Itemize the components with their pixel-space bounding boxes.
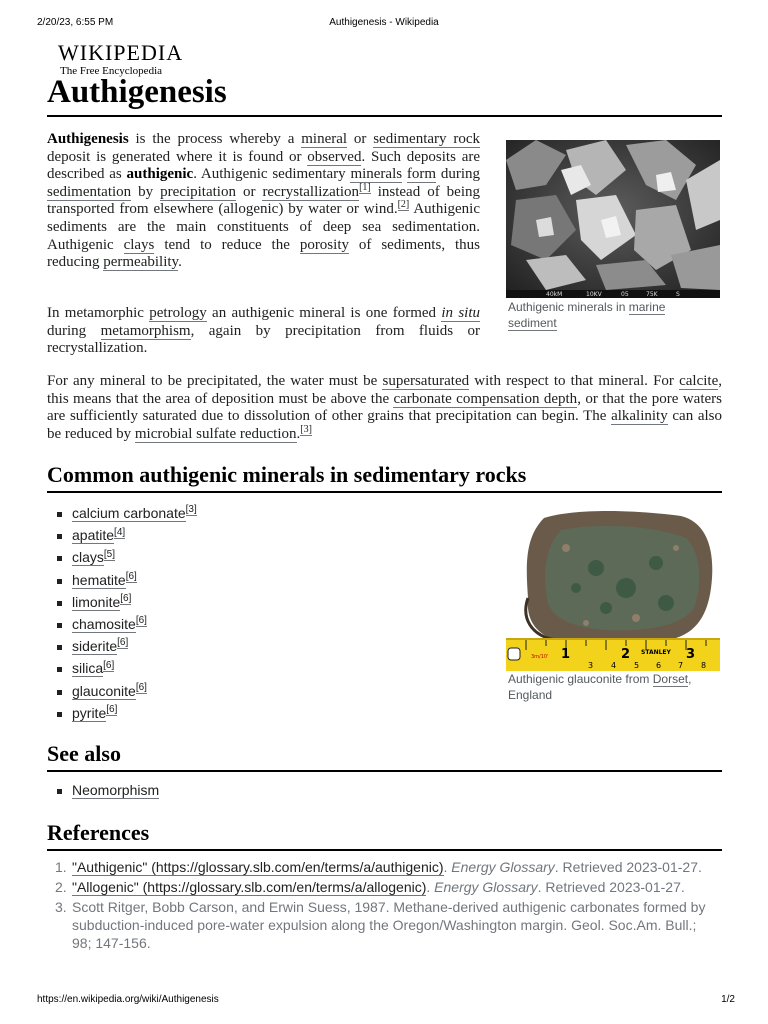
- ref-link[interactable]: [6]: [106, 704, 118, 716]
- figure-caption: Authigenic minerals in marine sediment: [508, 300, 666, 330]
- link-carbonate-compensation-depth[interactable]: carbonate compensation depth: [393, 390, 578, 407]
- print-datetime: 2/20/23, 6:55 PM: [37, 17, 114, 28]
- link-sedimentation[interactable]: sedimentation: [47, 183, 132, 200]
- link-mineral-item[interactable]: pyrite: [72, 704, 107, 721]
- ref-link[interactable]: [6]: [117, 637, 129, 649]
- ref-link[interactable]: [3]: [300, 423, 312, 435]
- section-divider: [47, 849, 722, 851]
- reference-link[interactable]: "Authigenic" (https://glossary.slb.com/en/terms/a/authigenic): [72, 859, 444, 875]
- bold-term: Authigenesis: [47, 131, 129, 147]
- section-divider: [47, 491, 722, 493]
- link-microbial-sulfate-reduction[interactable]: microbial sulfate reduction: [134, 425, 297, 442]
- link-clays[interactable]: clays: [123, 236, 155, 253]
- ruler-inch-number: 4: [611, 661, 617, 670]
- link-sedimentary-rock[interactable]: sedimentary rock: [373, 131, 480, 147]
- sem-scale-label: 05: [621, 291, 629, 298]
- list-item: [47, 680, 467, 702]
- list-item: [47, 657, 467, 679]
- reference-item: 2. "Allogenic" (https://glossary.slb.com/en/terms/a/allogenic). Energy Glossary. Retrieved 2023-01-27.: [55, 879, 685, 895]
- link-mineral[interactable]: mineral: [301, 131, 348, 147]
- print-doc-title: Authigenesis - Wikipedia: [329, 17, 439, 28]
- figure-caption: Authigenic glauconite from Dorset, England: [508, 672, 692, 702]
- list-item: [47, 524, 467, 546]
- ruler-number: 2: [621, 647, 631, 662]
- ruler-brand: STANLEY: [641, 649, 671, 656]
- print-header: [0, 17, 768, 31]
- ref-link[interactable]: [6]: [135, 615, 147, 627]
- sem-micrograph-image[interactable]: [506, 140, 720, 298]
- reference-number: 2.: [55, 879, 67, 895]
- minerals-list: [47, 502, 467, 724]
- list-item: [47, 569, 467, 591]
- section-heading-references: References: [47, 820, 150, 845]
- link-form[interactable]: form: [406, 166, 437, 183]
- ref-link[interactable]: [6]: [120, 593, 132, 605]
- link-recrystallization[interactable]: recrystallization: [262, 183, 360, 200]
- bold-term: authigenic: [126, 166, 194, 183]
- print-url: https://en.wikipedia.org/wiki/Authigenesis: [37, 994, 219, 1005]
- figure-sem-image: [506, 140, 720, 340]
- ruler-inch-number: 6: [656, 661, 662, 670]
- list-item: [47, 779, 447, 801]
- sem-scale-label: S: [676, 291, 680, 298]
- link-precipitation[interactable]: precipitation: [160, 183, 236, 200]
- link-metamorphism[interactable]: metamorphism: [100, 322, 191, 339]
- list-item: [47, 613, 467, 635]
- ref-link[interactable]: [5]: [103, 548, 116, 560]
- glauconite-photo[interactable]: [506, 508, 720, 671]
- link-calcite[interactable]: calcite: [679, 373, 719, 389]
- link-permeability[interactable]: permeability: [103, 254, 179, 271]
- list-item: [47, 502, 467, 524]
- reference-item: 1. "Authigenic" (https://glossary.slb.com/en/terms/a/authigenic). Energy Glossary. Retrieved 2023-01-27.: [55, 859, 702, 875]
- link-mineral-item[interactable]: silica: [72, 660, 104, 677]
- print-footer: [0, 994, 768, 1008]
- link-mineral-item[interactable]: glauconite: [72, 682, 136, 699]
- ruler-inch-number: 5: [634, 661, 640, 670]
- link-marine-sediment[interactable]: marine sediment: [508, 300, 666, 330]
- ref-link[interactable]: [6]: [135, 681, 147, 693]
- link-porosity[interactable]: porosity: [299, 236, 349, 253]
- reference-work: Energy Glossary: [434, 879, 538, 895]
- reference-work: Energy Glossary: [451, 859, 555, 875]
- link-in-situ[interactable]: in situ: [441, 305, 480, 321]
- section-heading-minerals: Common authigenic minerals in sedimentary rocks: [47, 462, 527, 487]
- link-supersaturated[interactable]: supersaturated: [382, 373, 470, 389]
- link-mineral-item[interactable]: calcium carbonate: [72, 505, 186, 521]
- list-item: [47, 546, 467, 568]
- list-item: [47, 635, 467, 657]
- ref-link[interactable]: [6]: [125, 570, 137, 582]
- title-divider: [47, 115, 722, 117]
- link-mineral-item[interactable]: siderite: [72, 638, 118, 655]
- ref-link[interactable]: [2]: [397, 199, 410, 211]
- ref-link[interactable]: [4]: [114, 526, 126, 538]
- ruler-unit-box: 3m/10': [531, 654, 549, 660]
- figure-glauconite: [506, 508, 720, 708]
- intro-paragraph-1: Authigenesis is the process whereby a mineral or sedimentary rock deposit is generated where it is found or observed. Such deposits are described as authigenic. Authigenic sedimentary minerals form during sedimentation by precipitation or recrystallization[1] instead of being transported from elsewhere (allogenic) by water or wind.[2] Authigenic sediments are the main constituents of deep sea sedimentation. Authigenic clays tend to reduce the porosity of sediments, thus reducing permeability.: [47, 131, 481, 271]
- ref-link[interactable]: [6]: [103, 659, 115, 671]
- reference-number: 3.: [55, 899, 67, 915]
- link-mineral-item[interactable]: apatite: [72, 527, 115, 544]
- references-list: [47, 858, 712, 954]
- ruler-inch-number: 7: [678, 661, 684, 670]
- ruler-inch-number: 8: [701, 661, 707, 670]
- intro-paragraph-2: In metamorphic petrology an authigenic mineral is one formed in situ during metamorphism, again by precipitation from fluids or recrystallization.: [47, 305, 480, 357]
- link-alkalinity[interactable]: alkalinity: [611, 408, 668, 425]
- ruler-number: 1: [561, 647, 571, 662]
- reference-text: Scott Ritger, Bobb Carson, and Erwin Suess, 1987. Methane-derived authigenic carbonates formed by subduction-induced pore-water expulsion along the Oregon/Washington margin. Geol. Soc.Am. Bull.; 98; 147-156.: [72, 899, 706, 951]
- list-item: [47, 591, 467, 613]
- section-heading-see-also: See also: [47, 741, 121, 766]
- ruler-inch-number: 3: [588, 661, 594, 670]
- logo-wordmark: WIKIPEDIA: [58, 40, 184, 65]
- link-mineral-item[interactable]: limonite: [72, 593, 121, 610]
- link-neomorphism[interactable]: Neomorphism: [72, 782, 160, 798]
- sem-scale-label: 10KV: [586, 291, 602, 298]
- sem-scale-label: 75K: [646, 291, 658, 298]
- list-item: [47, 702, 467, 724]
- wikipedia-logo[interactable]: [58, 42, 183, 77]
- reference-number: 1.: [55, 859, 67, 875]
- page-title: Authigenesis: [47, 74, 227, 110]
- logo-tagline: The Free Encyclopedia: [60, 65, 163, 77]
- reference-link[interactable]: "Allogenic" (https://glossary.slb.com/en/terms/a/allogenic): [72, 879, 427, 895]
- link-dorset[interactable]: Dorset: [652, 672, 689, 686]
- ref-link[interactable]: [3]: [185, 504, 197, 516]
- ruler-number: 3: [686, 647, 696, 662]
- see-also-list: [47, 779, 447, 801]
- ref-link[interactable]: [1]: [359, 181, 371, 193]
- link-petrology[interactable]: petrology: [149, 305, 207, 321]
- print-page-number: 1/2: [721, 994, 735, 1005]
- link-observed[interactable]: observed: [307, 148, 362, 165]
- link-minerals[interactable]: minerals: [350, 166, 403, 183]
- sem-scale-label: 40kM: [546, 291, 563, 298]
- link-mineral-item[interactable]: clays: [72, 549, 104, 566]
- intro-paragraph-3: For any mineral to be precipitated, the water must be supersaturated with respect to that mineral. For calcite, this means that the area of deposition must be above the carbonate compensation depth, or that the pore waters are sufficiently saturated due to dissolution of other grains that precipitation can begin. The alkalinity can also be reduced by microbial sulfate reduction.[3]: [47, 373, 723, 442]
- section-divider: [47, 770, 722, 772]
- link-mineral-item[interactable]: chamosite: [72, 615, 136, 632]
- link-mineral-item[interactable]: hematite: [72, 571, 126, 588]
- reference-item: [47, 898, 712, 952]
